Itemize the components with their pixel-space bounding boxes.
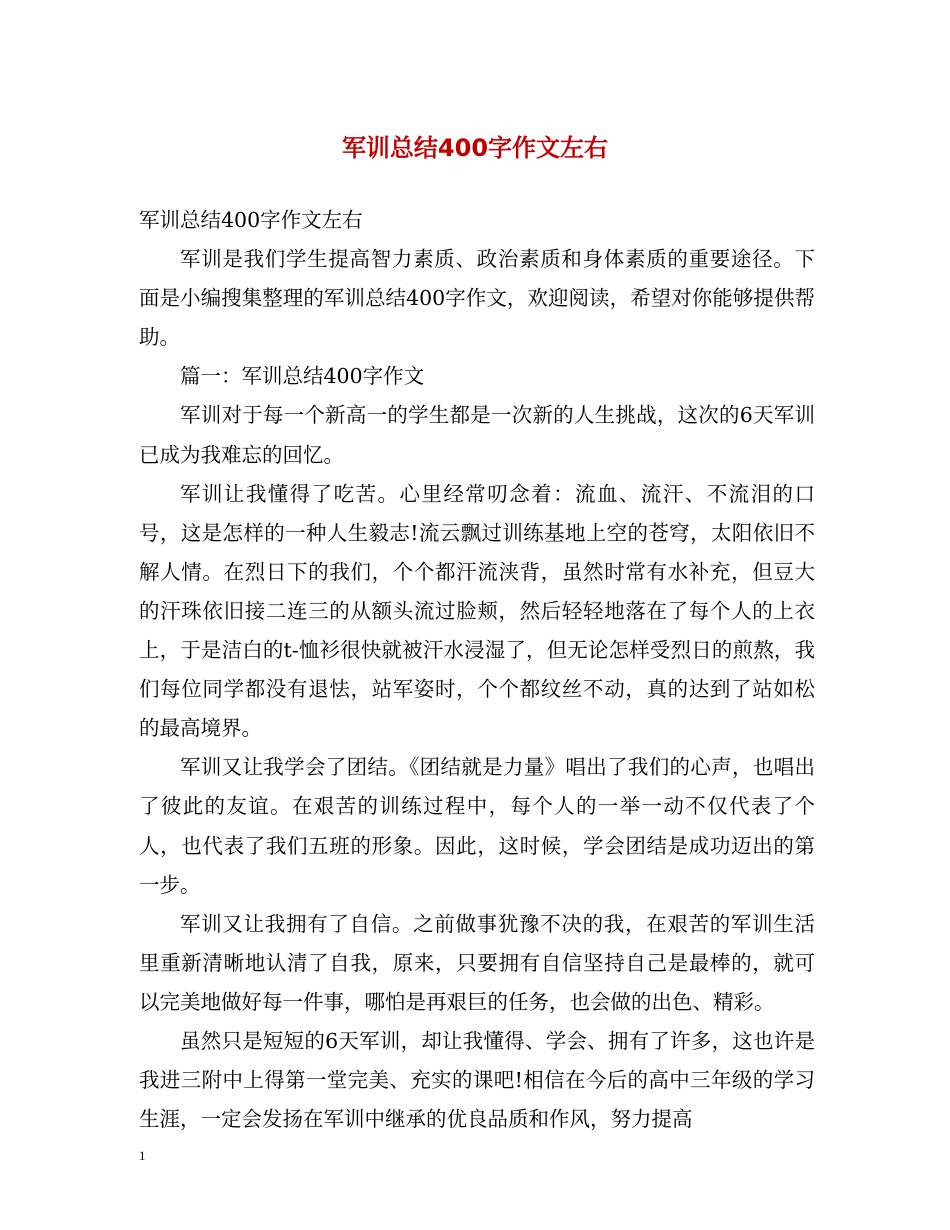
document-title: 军训总结400字作文左右	[341, 134, 609, 162]
paragraph-4: 军训又让我拥有了自信。之前做事犹豫不决的我，在艰苦的军训生活里重新清晰地认清了自我，原来，只要拥有自信坚持自己是最棒的，就可以完美地做好每一件事，哪怕是再艰巨的任务，也会做的出色、精彩。	[139, 911, 815, 1014]
paragraph-intro: 军训是我们学生提高智力素质、政治素质和身体素质的重要途径。下面是小编搜集整理的军训总结400字作文，欢迎阅读，希望对你能够提供帮助。	[139, 247, 815, 350]
page-number: 1	[139, 1148, 146, 1163]
paragraph-2: 军训让我懂得了吃苦。心里经常叨念着：流血、流汗、不流泪的口号，这是怎样的一种人生毅志!流云飘过训练基地上空的苍穹，太阳依旧不解人情。在烈日下的我们，个个都汗流浃背，虽然时常有水补充，但豆大的汗珠依旧接二连三的从额头流过脸颊，然后轻轻地落在了每个人的上衣上，于是洁白的t-恤衫很快就被汗水浸湿了，但无论怎样受烈日的煎熬，我们每位同学都没有退怯，站军姿时，个个都纹丝不动，真的达到了站如松的最高境界。	[139, 481, 815, 741]
paragraph-3: 军训又让我学会了团结。《团结就是力量》唱出了我们的心声，也唱出了彼此的友谊。在艰苦的训练过程中，每个人的一举一动不仅代表了个人，也代表了我们五班的形象。因此，这时候，学会团结是成功迈出的第一步。	[139, 755, 815, 897]
body-heading: 军训总结400字作文左右	[139, 208, 363, 232]
document-body	[139, 201, 815, 1139]
paragraph-1: 军训对于每一个新高一的学生都是一次新的人生挑战，这次的6天军训已成为我难忘的回忆。	[139, 403, 815, 467]
section-heading: 篇一：军训总结400字作文	[180, 364, 425, 389]
paragraph-5: 虽然只是短短的6天军训，却让我懂得、学会、拥有了许多，这也许是我进三附中上得第一堂完美、充实的课吧!相信在今后的高中三年级的学习生涯，一定会发扬在军训中继承的优良品质和作风，努力提高	[139, 1028, 815, 1132]
